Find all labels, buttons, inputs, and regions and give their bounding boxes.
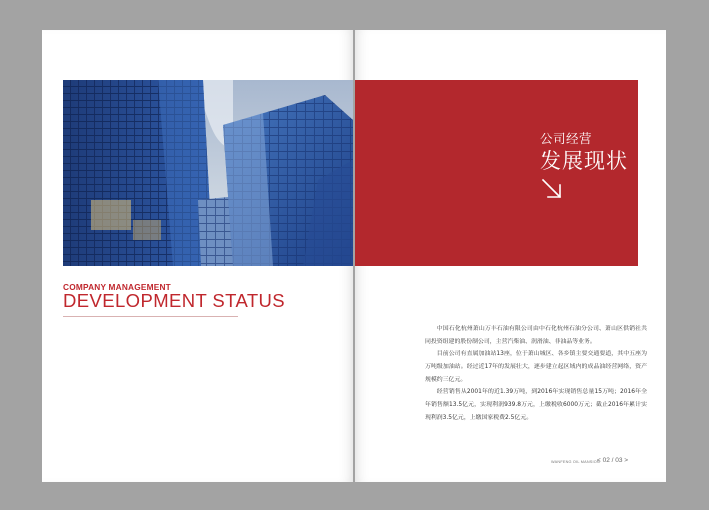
heading-cn-large: 发展现状 — [540, 149, 628, 173]
right-page — [355, 30, 666, 482]
body-text — [425, 323, 647, 424]
red-title-panel — [355, 80, 638, 266]
left-page — [42, 30, 353, 482]
building-photo — [63, 80, 353, 266]
heading-divider — [63, 316, 238, 317]
heading-en-small: COMPANY MANAGEMENT — [63, 282, 171, 292]
heading-en-large: DEVELOPMENT STATUS — [63, 290, 286, 311]
heading-cn-small: 公司经营 — [540, 131, 593, 146]
arrow-down-right-icon — [541, 178, 563, 200]
footer-brand: WANFENG OIL MANSION — [551, 460, 600, 464]
page-number: < 02 / 03 > — [597, 457, 629, 464]
paragraph: 中国石化杭州萧山万丰石油有限公司由中石化杭州石油分公司、萧山区供销社共同投资组建的股份制公司，主营汽柴油、润滑油、非油品等业务。 — [425, 326, 647, 345]
paragraph: 经营销售从2001年的近1.39万吨，到2016年实现销售总量15万吨；2016年全年销售额13.5亿元，实现利润939.8万元，上缴税收6000万元；截止2016年累计实现利润3.5亿元，上缴国家税费2.5亿元。 — [425, 389, 647, 421]
paragraph: 目前公司有直属加油站13座，位于萧山城区、各乡镇主要交通要道，其中五座为万吨级加油站。经过近17年的发展壮大，逐步建立起区域内的成品油经营网络，资产规模约三亿元。 — [425, 351, 647, 383]
